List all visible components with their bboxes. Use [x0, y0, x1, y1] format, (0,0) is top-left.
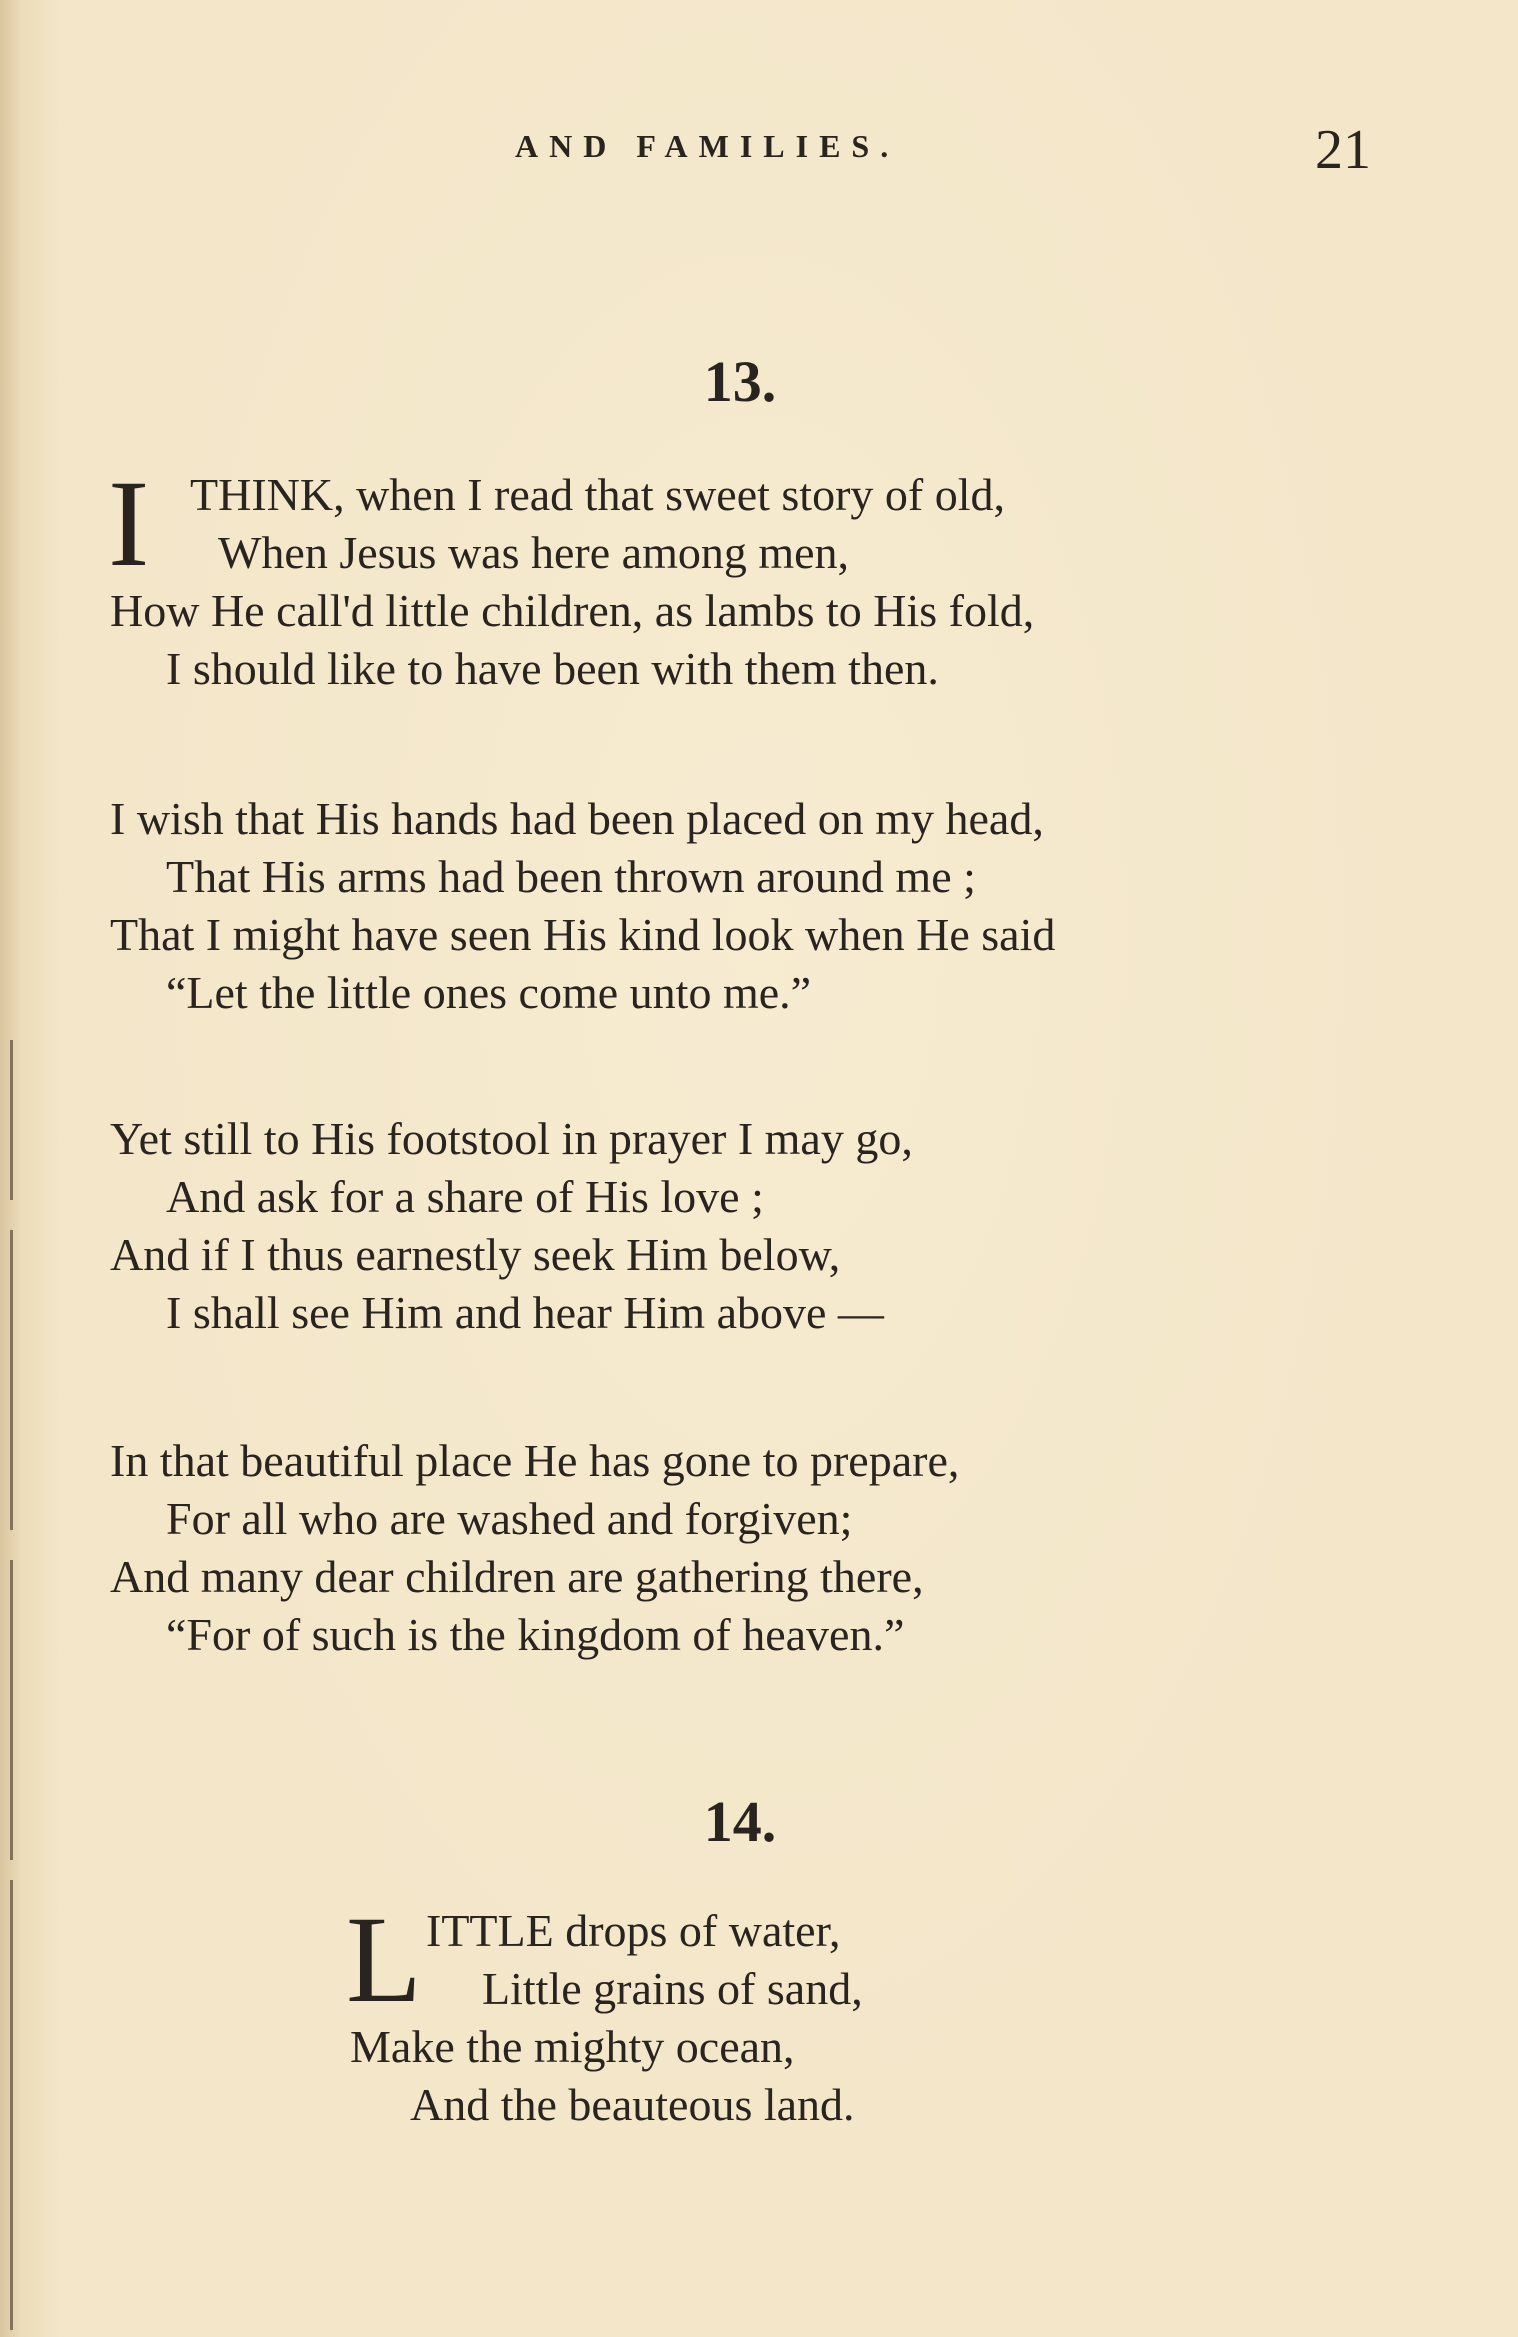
verse-line: ITTLE drops of water, — [426, 1905, 841, 1956]
page-number: 21 — [1315, 119, 1371, 181]
stanza — [350, 1902, 863, 2134]
running-title: AND FAMILIES. — [515, 128, 900, 164]
binding-edge-mark — [10, 1560, 13, 1860]
drop-cap-letter: L — [346, 1891, 422, 2028]
verse-line: I should like to have been with them then. — [166, 643, 939, 694]
binding-edge-mark — [10, 1880, 13, 2330]
verse-line: And many dear children are gathering there, — [110, 1551, 924, 1602]
verse-line: “Let the little ones come unto me.” — [166, 967, 812, 1018]
verse-line: “For of such is the kingdom of heaven.” — [166, 1609, 905, 1660]
hymn-number: 14. — [703, 1789, 777, 1854]
stanza — [110, 1110, 913, 1342]
verse-line: How He call'd little children, as lambs to His fold, — [110, 585, 1035, 636]
verse-line: And ask for a share of His love ; — [166, 1171, 764, 1222]
verse-line: In that beautiful place He has gone to prepare, — [110, 1435, 960, 1486]
verse-line: Little grains of sand, — [482, 1963, 863, 2014]
verse-line: Yet still to His footstool in prayer I may go, — [110, 1113, 913, 1164]
verse-line: That His arms had been thrown around me ; — [166, 851, 976, 902]
drop-cap-letter: I — [108, 455, 150, 592]
stanza — [110, 790, 1055, 1022]
verse-line: And the beauteous land. — [410, 2079, 855, 2130]
hymn-number: 13. — [703, 349, 777, 414]
binding-edge-mark — [10, 1040, 13, 1200]
verse-line: That I might have seen His kind look when He said — [110, 909, 1056, 960]
verse-line: Make the mighty ocean, — [350, 2021, 795, 2072]
binding-edge-mark — [10, 1230, 13, 1530]
verse-line: I shall see Him and hear Him above — — [166, 1287, 884, 1338]
verse-line: For all who are washed and forgiven; — [166, 1493, 853, 1544]
verse-line: THINK, when I read that sweet story of old, — [190, 469, 1005, 520]
verse-line: I wish that His hands had been placed on my head, — [110, 793, 1044, 844]
verse-line: And if I thus earnestly seek Him below, — [110, 1229, 841, 1280]
verse-line: When Jesus was here among men, — [218, 527, 850, 578]
stanza — [110, 466, 1034, 698]
stanza — [110, 1432, 959, 1664]
